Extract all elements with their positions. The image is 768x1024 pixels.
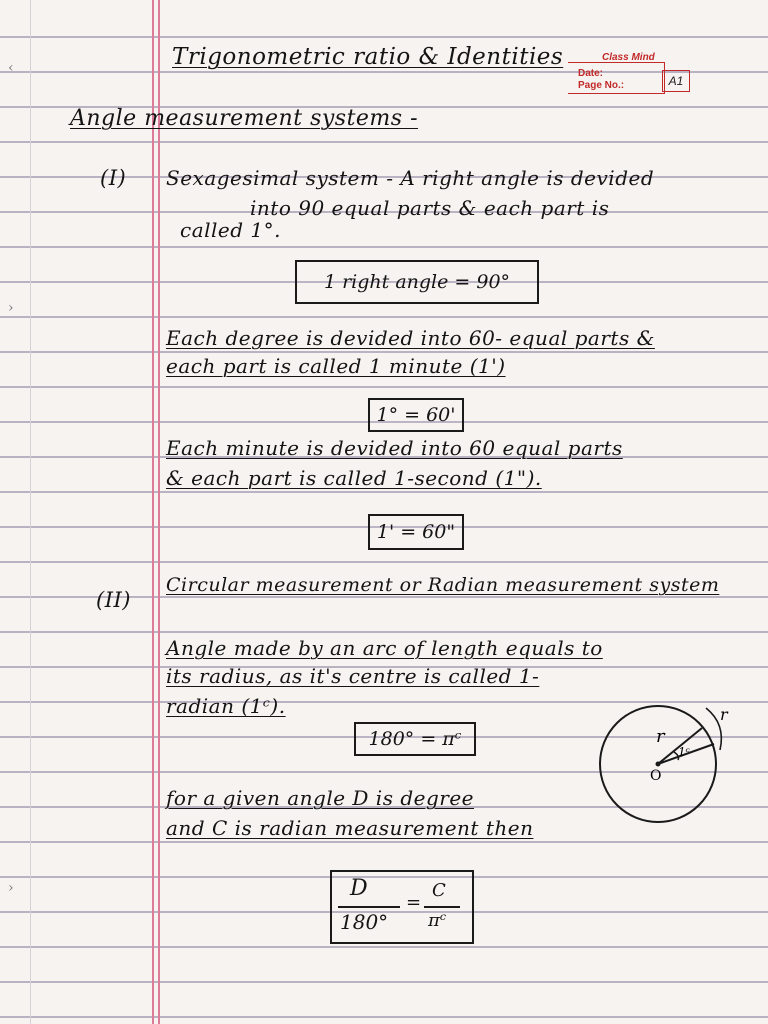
punch-mark: ›: [8, 300, 14, 316]
margin-line-left: [152, 0, 154, 1024]
sec1-para1-line1: Each degree is devided into 60- equal parts &: [166, 326, 655, 350]
formula-numerator-left: D: [350, 876, 368, 901]
degree-radian-formula: [330, 870, 474, 944]
sec2-title: Circular measurement or Radian measurement system: [166, 574, 720, 596]
sec1-line3: called 1°.: [180, 218, 281, 242]
punch-mark: ›: [8, 880, 14, 896]
sec2-para1-line1: Angle made by an arc of length equals to: [166, 636, 603, 660]
formula-box-pi: 180° = πᶜ: [354, 722, 476, 756]
section-heading: Angle measurement systems -: [70, 106, 419, 131]
sec1-line2: into 90 equal parts & each part is: [250, 196, 610, 220]
stamp-page-label: Page No.:: [578, 80, 625, 91]
formula-denominator-left: 180°: [340, 910, 389, 934]
sec1-para1-line2: each part is called 1 minute (1'): [166, 354, 506, 378]
sec2-para2-line2: and C is radian measurement then: [166, 816, 534, 840]
punch-mark: ‹: [8, 60, 14, 76]
stamp-brand: Class Mind: [602, 52, 655, 63]
radius-label: r: [656, 726, 665, 747]
arc-label: r: [720, 705, 728, 724]
fraction-bar-left: [338, 906, 400, 908]
sec1-para2-line1: Each minute is devided into 60 equal parts: [166, 436, 623, 460]
formula-denominator-right: πᶜ: [428, 910, 447, 931]
formula-box-degree: 1° = 60': [368, 398, 464, 432]
notebook-stamp: [566, 52, 692, 98]
stamp-page-number: A1: [662, 70, 690, 92]
page-title: Trigonometric ratio & Identities: [172, 44, 564, 70]
angle-label: 1ᶜ: [678, 745, 690, 759]
radian-circle-diagram: [596, 694, 766, 824]
section-1-number: (I): [100, 166, 127, 190]
margin-line-right: [158, 0, 160, 1024]
formula-box-minute: 1' = 60": [368, 514, 464, 550]
center-dot: [656, 762, 661, 767]
section-2-number: (II): [96, 588, 131, 612]
sec2-para2-line1: for a given angle D is degree: [166, 786, 474, 810]
left-edge-line: [30, 0, 31, 1024]
sec1-para2-line2: & each part is called 1-second (1").: [166, 466, 542, 490]
formula-numerator-right: C: [432, 880, 446, 901]
formula-box-right-angle: 1 right angle = 90°: [295, 260, 539, 304]
center-label: O: [650, 768, 662, 784]
sec1-line1: Sexagesimal system - A right angle is devided: [166, 166, 655, 190]
sec2-para1-line3: radian (1ᶜ).: [166, 694, 286, 718]
sec2-para1-line2: its radius, as it's centre is called 1-: [166, 664, 540, 688]
stamp-date-label: Date:: [578, 68, 604, 79]
fraction-bar-right: [424, 906, 460, 908]
formula-equals: =: [406, 892, 422, 913]
